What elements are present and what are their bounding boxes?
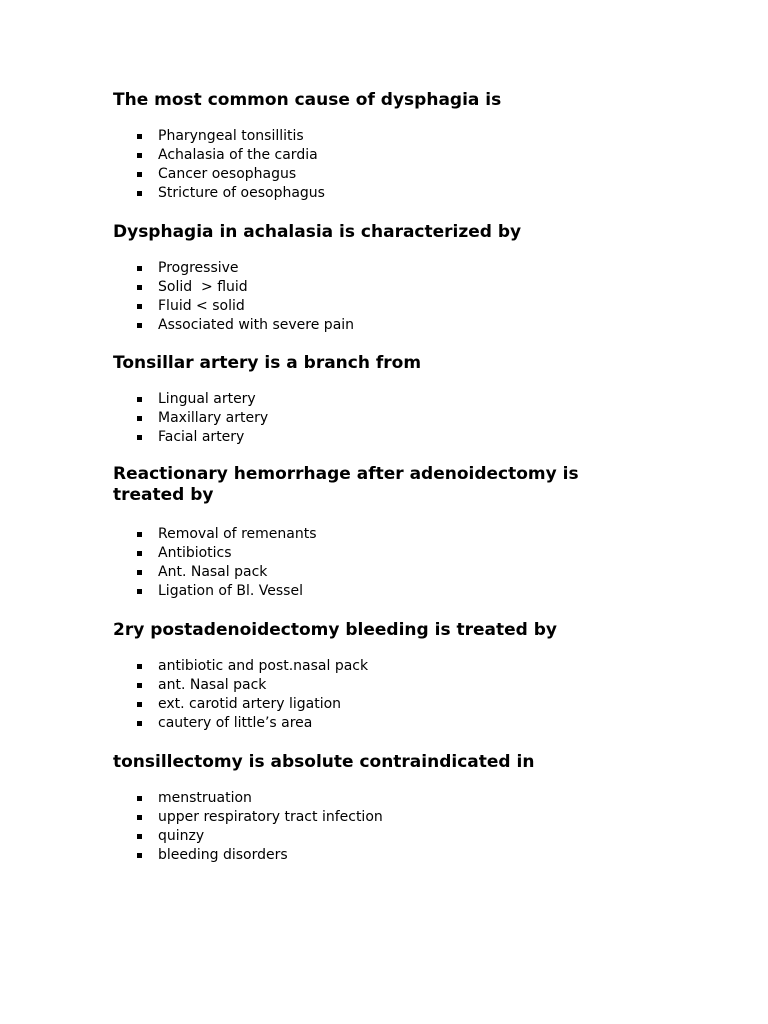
question-title: 2ry postadenoidectomy bleeding is treated by [113,620,557,640]
list-item [113,714,633,733]
question-title: Dysphagia in achalasia is characterized by [113,222,522,242]
option-list [113,127,633,203]
option-text: upper respiratory tract infection [158,809,383,825]
option-text: Associated with severe pain [158,317,355,333]
square-bullet-icon [137,815,142,820]
square-bullet-icon [137,285,142,290]
question-block [113,353,633,447]
list-item [113,165,633,184]
list-item [113,316,633,335]
option-list [113,789,633,865]
list-item [113,808,633,827]
list-item [113,259,633,278]
square-bullet-icon [137,134,142,139]
option-text: bleeding disorders [158,847,288,863]
list-item [113,544,633,563]
list-item [113,846,633,865]
list-item [113,428,633,447]
option-text: Facial artery [158,429,245,445]
option-text: Ligation of Bl. Vessel [158,583,303,599]
list-item [113,695,633,714]
square-bullet-icon [137,796,142,801]
square-bullet-icon [137,191,142,196]
list-item [113,127,633,146]
option-text: Stricture of oesophagus [158,185,325,201]
option-text: Solid > fluid [158,279,248,295]
option-text: Pharyngeal tonsillitis [158,128,304,144]
list-item [113,297,633,316]
list-item [113,676,633,695]
option-text: Maxillary artery [158,410,269,426]
square-bullet-icon [137,304,142,309]
question-block [113,222,633,335]
question-block [113,752,633,865]
square-bullet-icon [137,721,142,726]
square-bullet-icon [137,416,142,421]
square-bullet-icon [137,172,142,177]
option-text: cautery of little’s area [158,715,313,731]
option-list [113,657,633,733]
option-list [113,525,633,601]
square-bullet-icon [137,153,142,158]
question-title: The most common cause of dysphagia is [113,90,502,110]
list-item [113,657,633,676]
question-title: tonsillectomy is absolute contraindicated in [113,752,535,772]
list-item [113,582,633,601]
option-text: antibiotic and post.nasal pack [158,658,369,674]
question-block [113,90,633,203]
list-item [113,390,633,409]
option-list [113,390,633,447]
square-bullet-icon [137,664,142,669]
square-bullet-icon [137,702,142,707]
square-bullet-icon [137,589,142,594]
question-title: Reactionary hemorrhage after adenoidectomy is treated by [113,464,579,505]
square-bullet-icon [137,435,142,440]
option-text: Antibiotics [158,545,232,561]
option-text: ext. carotid artery ligation [158,696,342,712]
list-item [113,146,633,165]
option-text: Cancer oesophagus [158,166,297,182]
option-text: Ant. Nasal pack [158,564,268,580]
square-bullet-icon [137,266,142,271]
option-text: Lingual artery [158,391,256,407]
option-text: menstruation [158,790,252,806]
square-bullet-icon [137,323,142,328]
square-bullet-icon [137,683,142,688]
square-bullet-icon [137,397,142,402]
option-text: Removal of remenants [158,526,317,542]
question-title: Tonsillar artery is a branch from [113,353,422,373]
list-item [113,563,633,582]
square-bullet-icon [137,532,142,537]
option-list [113,259,633,335]
option-text: quinzy [158,828,205,844]
square-bullet-icon [137,834,142,839]
option-text: Fluid < solid [158,298,245,314]
option-text: Achalasia of the cardia [158,147,318,163]
question-block [113,464,633,601]
option-text: ant. Nasal pack [158,677,267,693]
square-bullet-icon [137,853,142,858]
square-bullet-icon [137,551,142,556]
list-item [113,409,633,428]
question-block [113,620,633,733]
option-text: Progressive [158,260,239,276]
list-item [113,827,633,846]
list-item [113,525,633,544]
list-item [113,184,633,203]
square-bullet-icon [137,570,142,575]
list-item [113,278,633,297]
list-item [113,789,633,808]
